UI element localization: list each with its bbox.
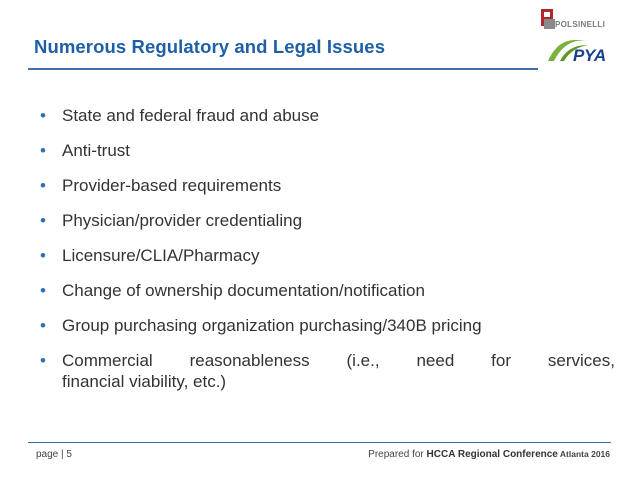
bullet-icon: • <box>40 281 46 300</box>
polsinelli-logo <box>541 9 609 31</box>
prepared-for-note <box>368 449 610 460</box>
bullet-icon: • <box>40 141 46 160</box>
bullet-text: State and federal fraud and abuse <box>62 106 320 125</box>
list-item <box>40 140 615 161</box>
list-item <box>40 210 615 231</box>
page-number: page | 5 <box>36 449 72 460</box>
bullet-text: Anti-trust <box>62 141 131 160</box>
list-item <box>40 175 615 196</box>
list-item <box>40 315 615 336</box>
bullet-text: Physician/provider credentialing <box>62 211 303 230</box>
bullet-icon: • <box>40 211 46 230</box>
slide-title: Numerous Regulatory and Legal Issues <box>34 36 386 57</box>
list-item <box>40 245 615 266</box>
list-item <box>40 280 615 301</box>
pya-logo <box>546 35 612 65</box>
bullet-icon: • <box>40 176 46 195</box>
bullet-text: Change of ownership documentation/notification <box>62 281 425 300</box>
bullet-icon: • <box>40 106 46 125</box>
bullet-icon: • <box>40 351 46 370</box>
bullet-text-line-1: Commercial reasonableness (i.e., need for services, <box>62 351 615 370</box>
bullet-list <box>40 105 615 406</box>
event-location: Atlanta 2016 <box>557 449 610 459</box>
bullet-text: Group purchasing organization purchasing/340B pricing <box>62 316 482 335</box>
bullet-text-line-2: financial viability, etc.) <box>62 372 227 391</box>
bullet-text: Provider-based requirements <box>62 176 282 195</box>
bullet-icon: • <box>40 246 46 265</box>
bullet-icon: • <box>40 316 46 335</box>
list-item <box>40 350 615 392</box>
pya-wordmark: PYA <box>573 46 606 65</box>
footer-divider <box>28 442 611 443</box>
prepared-prefix: Prepared for <box>368 449 427 460</box>
polsinelli-wordmark: POLSINELLI <box>555 20 606 29</box>
title-divider <box>28 68 538 70</box>
list-item <box>40 105 615 126</box>
polsinelli-mark-icon <box>541 9 556 29</box>
bullet-text: Licensure/CLIA/Pharmacy <box>62 246 260 265</box>
event-name: HCCA Regional Conference <box>426 449 558 460</box>
